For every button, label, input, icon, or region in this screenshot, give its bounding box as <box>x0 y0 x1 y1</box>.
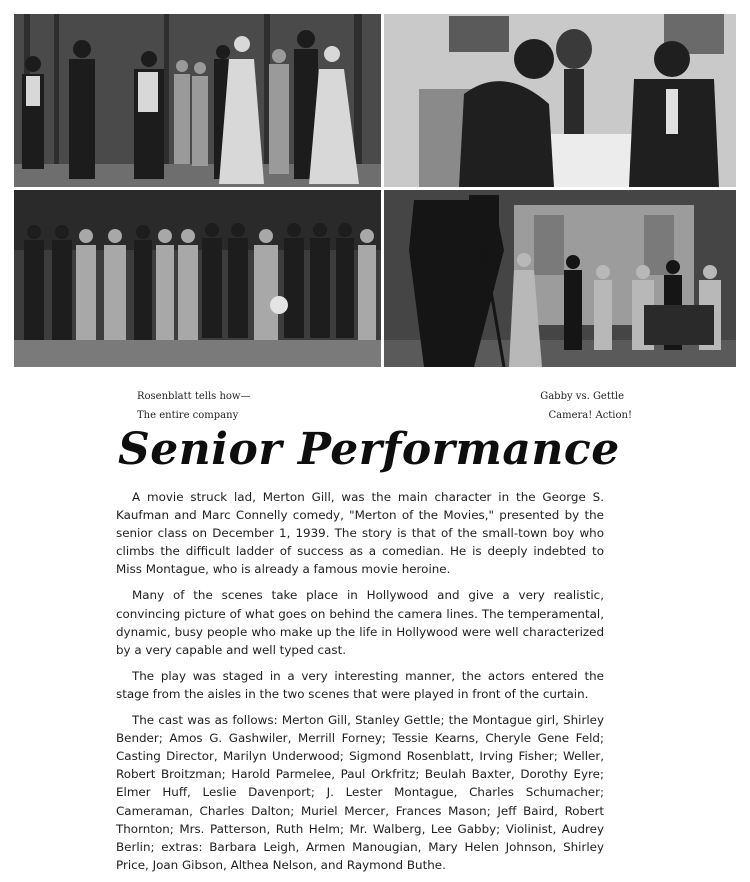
caption-entire-company: The entire company <box>137 410 239 421</box>
photo-stage-group <box>14 14 381 187</box>
photo-rosenblatt-scene <box>384 14 736 187</box>
paragraph: The cast was as follows: Merton Gill, Stanley Gettle; the Montague girl, Shirley Bender; Amos G. Gashwiler, Merrill Forney; Tessie Kearns, Cheryle Gene Feld; Casting Director, Marilyn Underwood; Sigmond Rosenblatt, Irving Fisher; Weller, Robert Broitzman; Harold Parmelee, Paul Orkfritz; Beulah Baxter, Dorothy Eyre; Elmer Huff, Leslie Davenport; J. Lester Montague, Charles Schumacher; Cameraman, Charles Dalton; Muriel Mercer, Frances Mason; Jeff Baird, Robert Thornton; Mrs. Patterson, Ruth Helm; Mr. Walberg, Lee Gabby; Violinist, Audrey Berlin; extras: Barbara Leigh, Armen Manougian, Mary Helen Johnson, Shirley Price, Joan Gibson, Althea Nelson, and Raymond Buthe. <box>116 713 604 872</box>
paragraph: The play was staged in a very interesting manner, the actors entered the stage from the aisles in the two scenes that were played in front of the curtain. <box>116 668 604 701</box>
article-body <box>116 488 604 882</box>
caption-gabby-vs-gettle: Gabby vs. Gettle <box>540 391 624 402</box>
page-title: Senior Performance <box>118 424 620 475</box>
caption-rosenblatt: Rosenblatt tells how— <box>137 391 251 402</box>
paragraph: Many of the scenes take place in Hollywood and give a very realistic, convincing picture of what goes on behind the camera lines. The temperamental, dynamic, busy people who make up the life in Hollywood were well characterized by a very capable and well typed cast. <box>116 588 604 657</box>
caption-camera-action: Camera! Action! <box>548 410 632 421</box>
photo-entire-company <box>14 190 381 367</box>
photo-camera-action <box>384 190 736 367</box>
paragraph: A movie struck lad, Merton Gill, was the main character in the George S. Kaufman and Marc Connelly comedy, "Merton of the Movies," presented by the senior class on December 1, 1939. The story is that of the small-town boy who climbs the difficult ladder of success as a comedian. He is deeply indebted to Miss Montague, who is already a famous movie heroine. <box>116 490 604 577</box>
